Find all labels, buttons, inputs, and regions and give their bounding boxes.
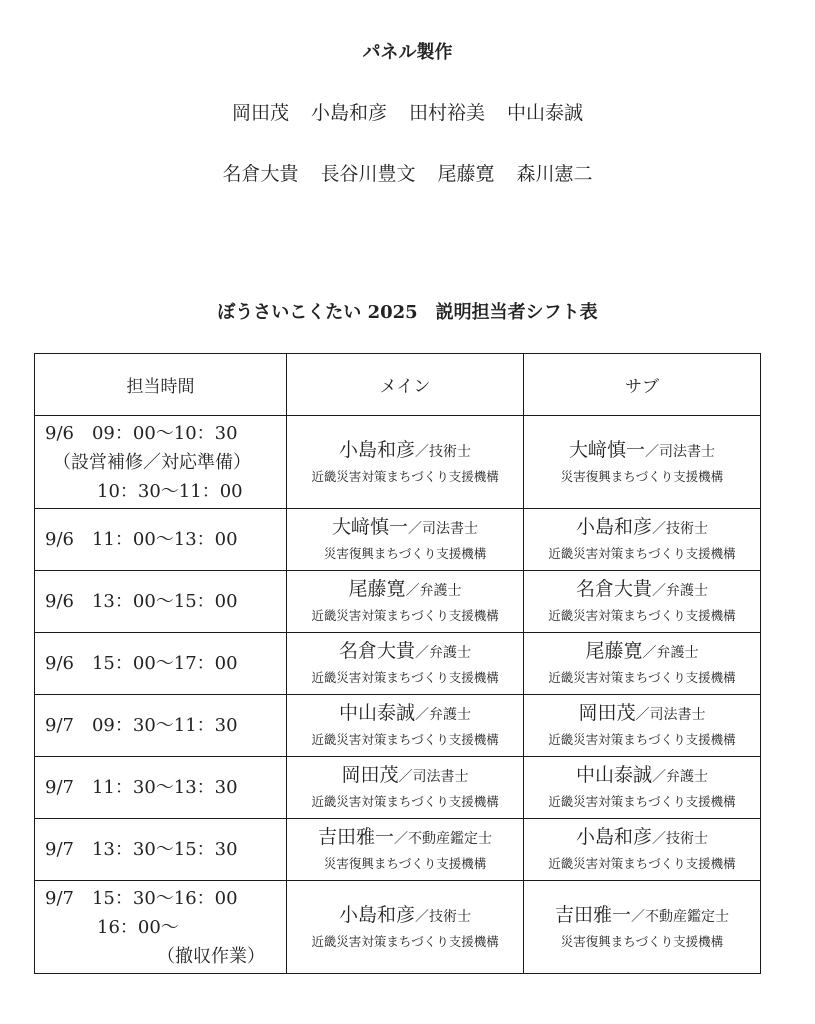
time-line: 16：00～ — [97, 916, 179, 938]
panel-names-row-1 — [0, 98, 815, 125]
person-title: ／弁護士 — [415, 707, 472, 723]
person-title: ／弁護士 — [652, 583, 708, 599]
sub-person-cell — [524, 881, 761, 974]
main-person-cell — [287, 509, 524, 571]
person-name-line — [287, 576, 523, 605]
person-name: 吉田雅一 — [554, 903, 631, 926]
person-name-line — [524, 762, 760, 791]
table-row — [35, 509, 761, 571]
table-header-row — [35, 354, 761, 416]
person-name: 尾藤寛 — [585, 640, 643, 662]
person-organization: 近畿災害対策まちづくり支援機構 — [311, 732, 499, 747]
main-person-cell — [287, 695, 524, 757]
panel-name: 長谷川豊文 — [320, 163, 416, 185]
person-organization: 近畿災害対策まちづくり支援機構 — [311, 468, 499, 484]
person-name: 小島和彦 — [575, 516, 652, 538]
time-line: （撤収作業） — [157, 945, 265, 967]
table-row — [35, 757, 761, 819]
person-name: 名倉大貴 — [575, 578, 652, 600]
person-name-line — [287, 514, 523, 543]
time-cell — [35, 416, 287, 509]
panel-name: 名倉大貴 — [222, 163, 299, 185]
panel-name: 尾藤寛 — [437, 163, 495, 185]
person-title: ／不動産鑑定士 — [394, 831, 493, 847]
person-organization: 近畿災害対策まちづくり支援機構 — [311, 608, 499, 623]
time-line: （設営補修／対応準備） — [53, 451, 251, 473]
person-name-line — [287, 762, 523, 791]
main-person-cell — [287, 757, 524, 819]
time-line: 10：30～11：00 — [97, 480, 243, 502]
time-line: 9/7 15：30～16：00 — [45, 887, 238, 909]
person-organization: 近畿災害対策まちづくり支援機構 — [548, 546, 736, 561]
panel-name: 森川憲二 — [516, 163, 593, 185]
person-title: ／司法書士 — [398, 769, 469, 785]
time-cell — [35, 571, 287, 633]
person-name: 名倉大貴 — [339, 640, 416, 662]
time-line: 9/7 13：30～15：30 — [45, 839, 238, 860]
main-person-cell — [287, 633, 524, 695]
person-title: ／弁護士 — [652, 769, 708, 785]
time-cell — [35, 633, 287, 695]
person-organization: 近畿災害対策まちづくり支援機構 — [311, 670, 499, 685]
person-name: 岡田茂 — [578, 702, 636, 724]
person-name-line — [287, 824, 523, 853]
person-name-line — [524, 437, 760, 466]
person-name-line — [524, 638, 760, 667]
person-organization: 近畿災害対策まちづくり支援機構 — [548, 794, 736, 809]
person-organization: 近畿災害対策まちづくり支援機構 — [548, 608, 736, 623]
person-name-line — [287, 437, 523, 466]
person-name-line — [524, 902, 760, 931]
person-name-line — [524, 700, 760, 729]
person-organization: 近畿災害対策まちづくり支援機構 — [548, 670, 736, 685]
person-name: 小島和彦 — [339, 438, 416, 461]
time-line: 9/6 09：00～10：30 — [45, 422, 238, 444]
sub-person-cell — [524, 571, 761, 633]
person-name: 中山泰誠 — [339, 702, 416, 724]
person-name: 小島和彦 — [575, 826, 652, 848]
person-title: ／不動産鑑定士 — [631, 908, 729, 925]
table-row — [35, 819, 761, 881]
panel-name: 中山泰誠 — [507, 102, 584, 124]
shift-table-title: ぼうさいこくたい 2025 説明担当者シフト表 — [217, 302, 598, 323]
table-row — [35, 416, 761, 509]
header-time: 担当時間 — [35, 354, 287, 416]
person-organization: 災害復興まちづくり支援機構 — [560, 468, 724, 484]
time-line: 9/6 11：00～13：00 — [45, 529, 238, 550]
sub-person-cell — [524, 416, 761, 509]
person-name: 吉田雅一 — [318, 826, 395, 848]
main-person-cell — [287, 416, 524, 509]
person-organization: 災害復興まちづくり支援機構 — [560, 933, 724, 949]
person-name: 中山泰誠 — [575, 764, 652, 786]
person-title: ／弁護士 — [642, 645, 699, 661]
person-organization: 近畿災害対策まちづくり支援機構 — [311, 933, 499, 949]
person-title: ／技術士 — [652, 521, 708, 537]
main-person-cell — [287, 819, 524, 881]
person-title: ／技術士 — [415, 443, 472, 460]
person-name-line — [287, 638, 523, 667]
time-cell — [35, 509, 287, 571]
person-organization: 災害復興まちづくり支援機構 — [323, 856, 487, 871]
time-cell — [35, 695, 287, 757]
table-row — [35, 633, 761, 695]
person-name: 岡田茂 — [341, 764, 399, 786]
main-person-cell — [287, 571, 524, 633]
time-line: 9/6 15：00～17：00 — [45, 653, 238, 674]
time-line: 9/7 09：30～11：30 — [45, 715, 238, 736]
person-name-line — [287, 902, 523, 931]
sub-person-cell — [524, 757, 761, 819]
person-title: ／司法書士 — [645, 443, 715, 460]
shift-table — [34, 353, 761, 974]
table-row — [35, 571, 761, 633]
person-title: ／司法書士 — [408, 521, 479, 537]
main-person-cell — [287, 881, 524, 974]
person-organization: 近畿災害対策まちづくり支援機構 — [311, 794, 499, 809]
table-row — [35, 881, 761, 974]
panel-name: 小島和彦 — [310, 102, 387, 124]
time-cell — [35, 819, 287, 881]
person-title: ／弁護士 — [405, 583, 462, 599]
person-name: 小島和彦 — [339, 903, 416, 926]
person-title: ／技術士 — [415, 908, 472, 925]
person-name-line — [524, 576, 760, 605]
person-title: ／技術士 — [652, 831, 708, 847]
person-name-line — [524, 824, 760, 853]
person-name: 大﨑慎一 — [332, 516, 409, 538]
time-cell — [35, 881, 287, 974]
sub-person-cell — [524, 819, 761, 881]
time-cell — [35, 757, 287, 819]
person-organization: 近畿災害対策まちづくり支援機構 — [548, 732, 736, 747]
person-title: ／司法書士 — [635, 707, 706, 723]
panel-name: 岡田茂 — [231, 102, 289, 124]
sub-person-cell — [524, 695, 761, 757]
header-main: メイン — [287, 354, 524, 416]
panel-names-row-2 — [0, 159, 815, 186]
person-title: ／弁護士 — [415, 645, 472, 661]
table-row — [35, 695, 761, 757]
person-name: 尾藤寛 — [348, 578, 406, 600]
person-name-line — [524, 514, 760, 543]
person-organization: 近畿災害対策まちづくり支援機構 — [548, 856, 736, 871]
sub-person-cell — [524, 633, 761, 695]
time-line: 9/6 13：00～15：00 — [45, 591, 238, 612]
header-sub: サブ — [524, 354, 761, 416]
time-line: 9/7 11：30～13：30 — [45, 777, 238, 798]
panel-name: 田村裕美 — [409, 102, 486, 124]
person-name-line — [287, 700, 523, 729]
panel-title: パネル製作 — [362, 42, 453, 63]
person-name: 大﨑慎一 — [568, 438, 645, 461]
sub-person-cell — [524, 509, 761, 571]
person-organization: 災害復興まちづくり支援機構 — [323, 546, 487, 561]
